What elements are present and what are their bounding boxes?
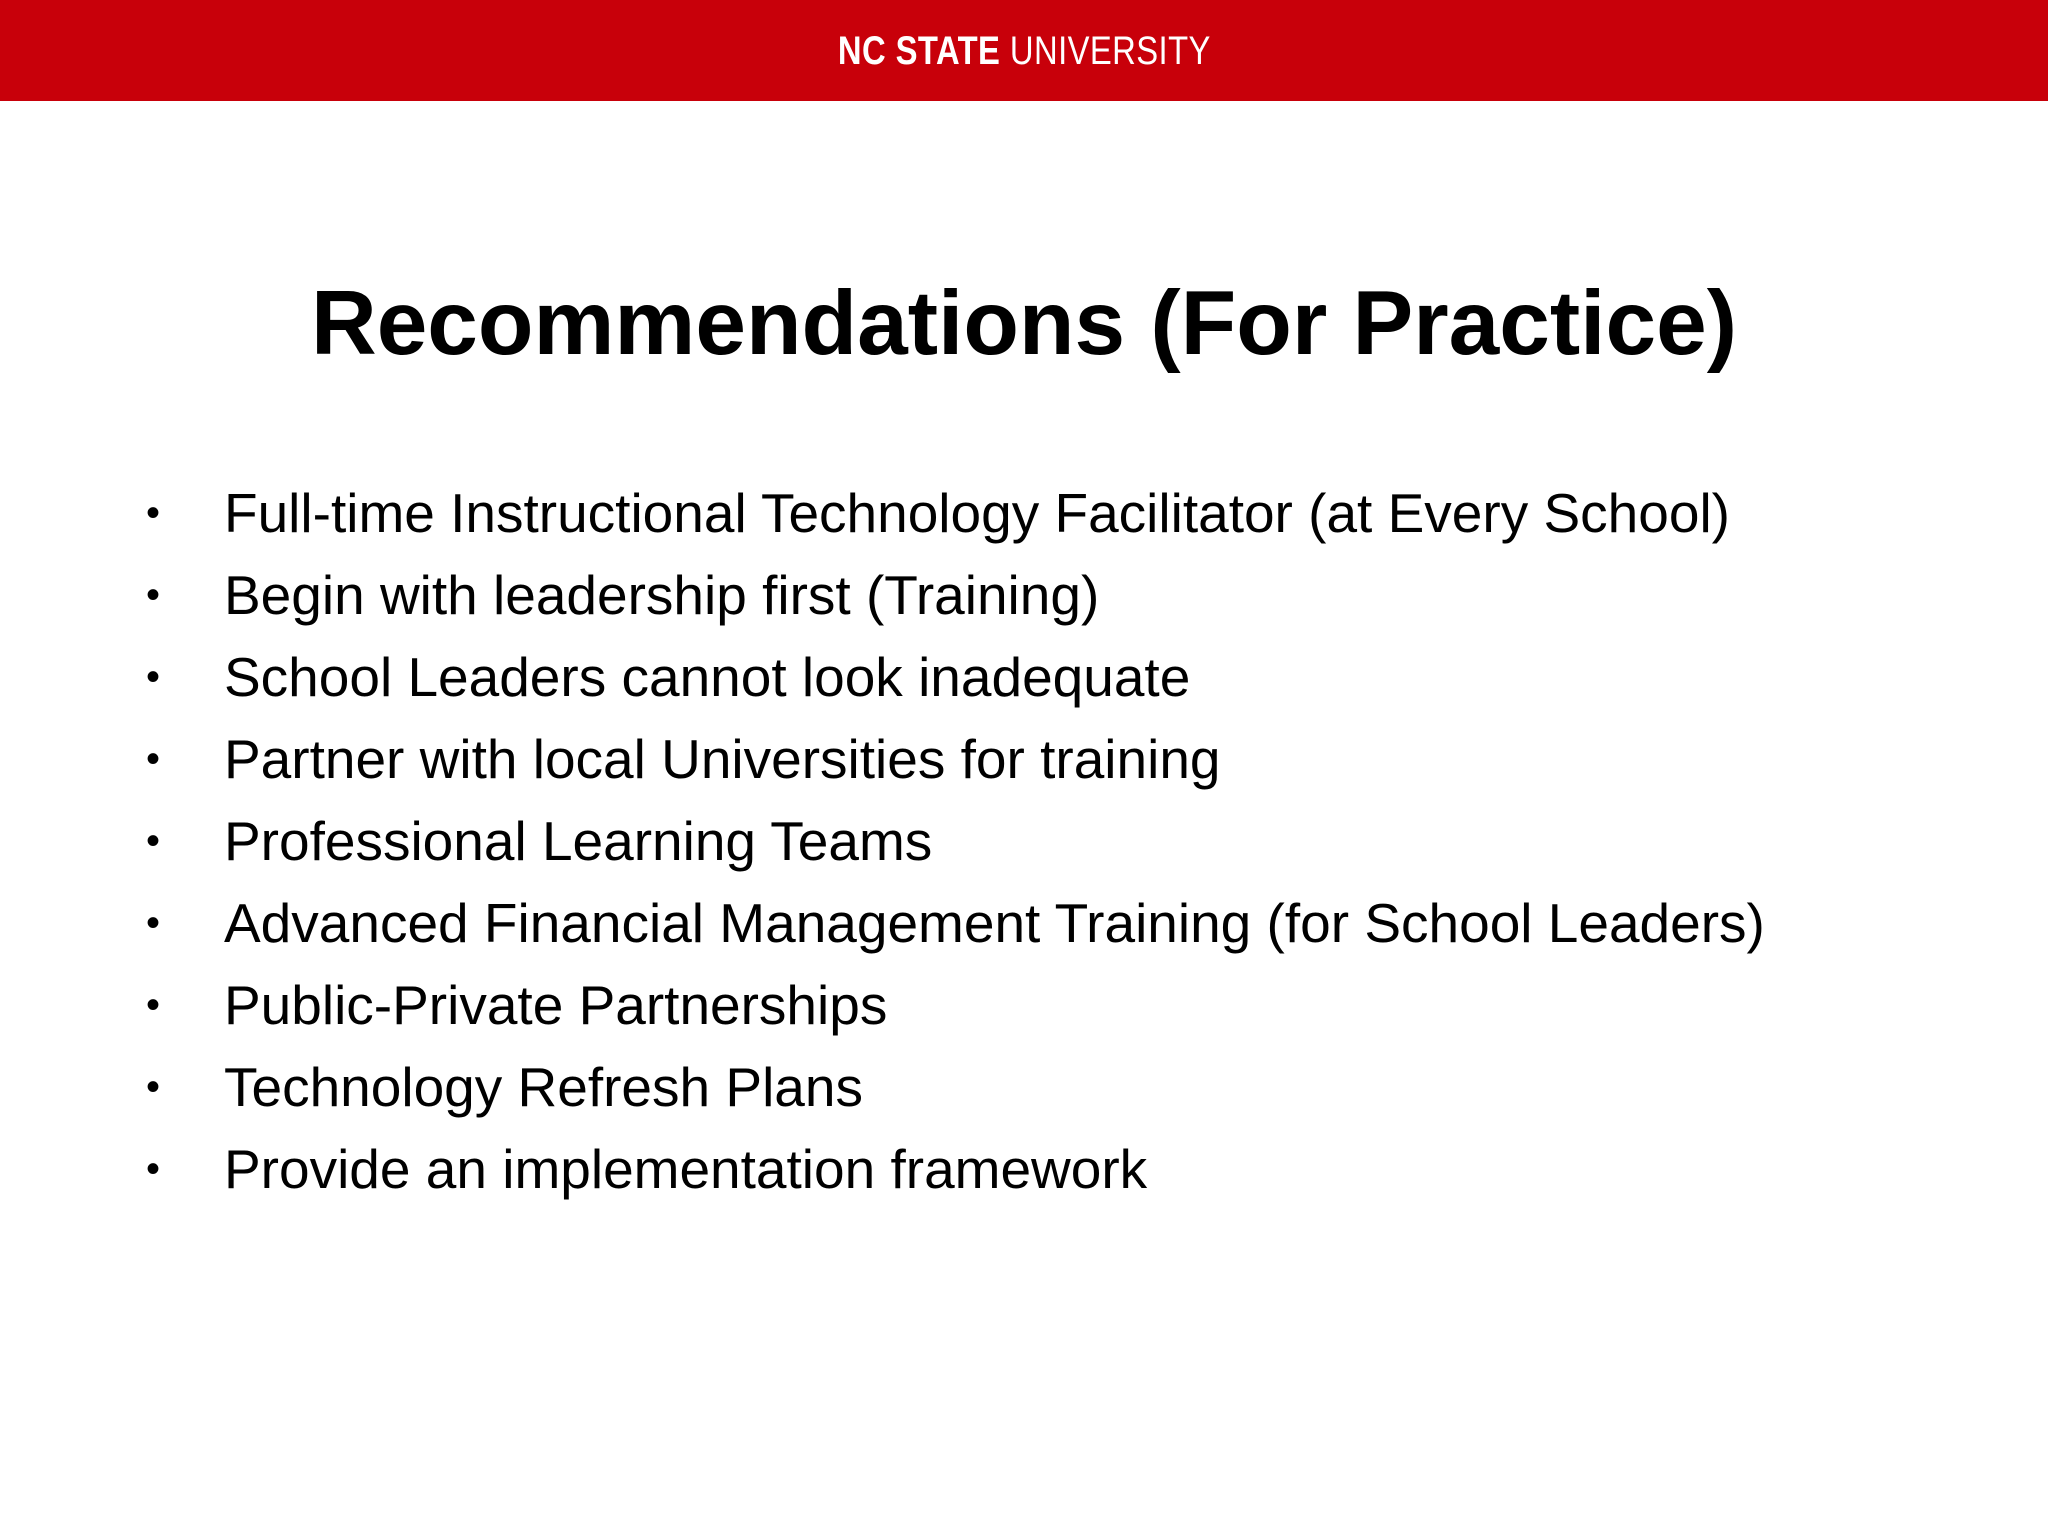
wordmark-bold: NC STATE (837, 28, 1000, 73)
list-item (0, 1128, 2048, 1210)
list-item (0, 964, 2048, 1046)
list-item-text: Partner with local Universities for training (224, 728, 1221, 790)
bullet-icon: • (146, 901, 161, 945)
bullet-icon: • (146, 1065, 161, 1109)
list-item (0, 554, 2048, 636)
wordmark-light: UNIVERSITY (1009, 28, 1211, 73)
list-item (0, 472, 2048, 554)
list-item-text: School Leaders cannot look inadequate (224, 646, 1191, 708)
bullet-icon: • (146, 819, 161, 863)
bullet-icon: • (146, 655, 161, 699)
header-banner (0, 0, 2048, 101)
list-item-text: Professional Learning Teams (224, 810, 933, 872)
list-item (0, 800, 2048, 882)
bullet-icon: • (146, 491, 161, 535)
bullet-icon: • (146, 983, 161, 1027)
list-item (0, 882, 2048, 964)
university-wordmark (837, 28, 1211, 73)
list-item-text: Provide an implementation framework (224, 1138, 1148, 1200)
slide-title: Recommendations (For Practice) (310, 273, 1737, 374)
list-item (0, 636, 2048, 718)
list-item (0, 718, 2048, 800)
bullet-icon: • (146, 1147, 161, 1191)
bullet-icon: • (146, 737, 161, 781)
list-item-text: Begin with leadership first (Training) (224, 564, 1100, 626)
list-item-text: Public-Private Partnerships (224, 974, 888, 1036)
recommendation-list (0, 472, 2048, 1210)
bullet-icon: • (146, 573, 161, 617)
list-item-text: Advanced Financial Management Training (for School Leaders) (224, 892, 1765, 954)
list-item-text: Technology Refresh Plans (224, 1056, 863, 1118)
list-item-text: Full-time Instructional Technology Facilitator (at Every School) (224, 482, 1730, 544)
list-item (0, 1046, 2048, 1128)
